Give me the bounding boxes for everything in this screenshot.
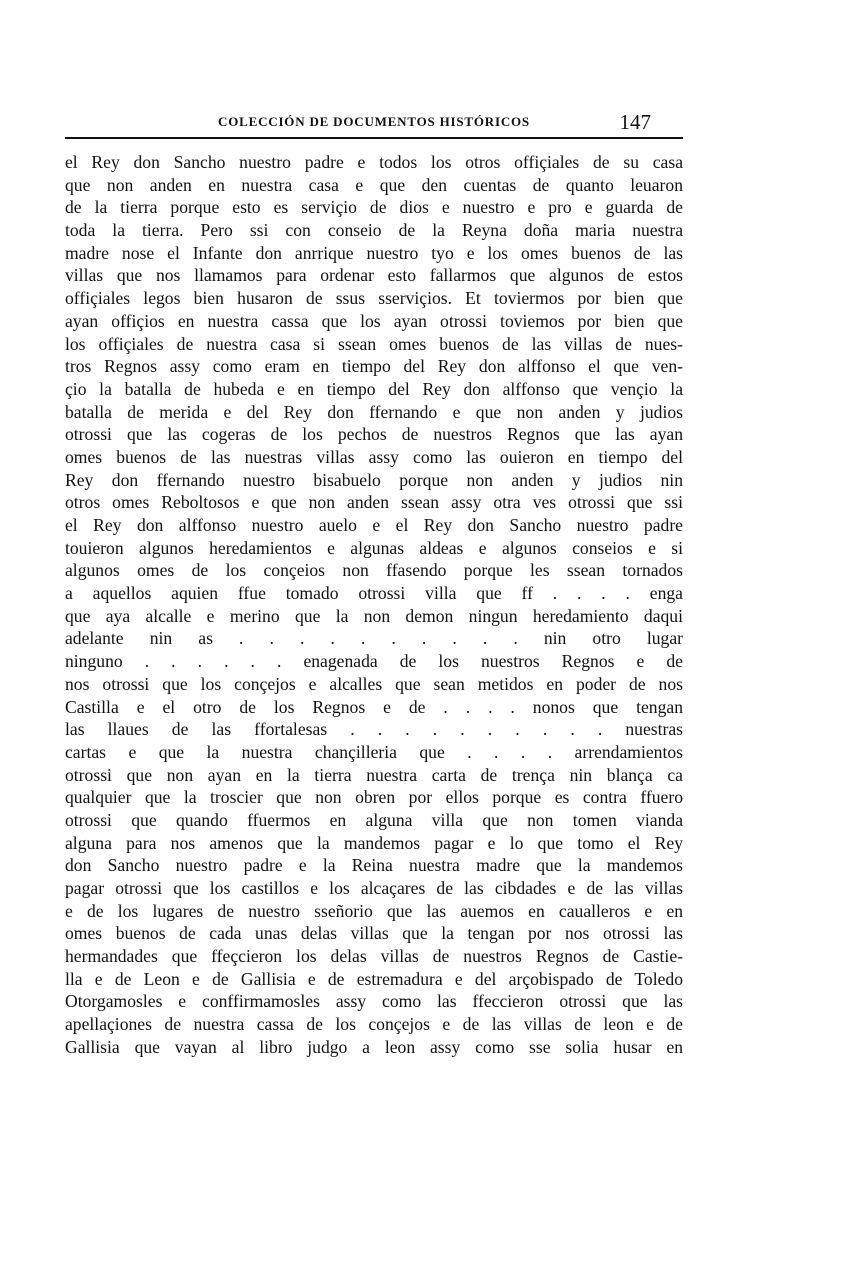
text-line: que aya alcalle e merino que la non demon ningun heredamiento daqui xyxy=(65,605,683,626)
text-line: otrossi que las cogeras de los pechos de nuestros Regnos que las ayan xyxy=(65,424,683,445)
text-line: villas que nos llamamos para ordenar esto fallarmos que algunos de estos xyxy=(65,265,683,286)
text-line: qualquier que la troscier que non obren por ellos porque es contra ffuero xyxy=(65,787,683,808)
text-line: apellaçiones de nuestra cassa de los conçejos e de las villas de leon e de xyxy=(65,1014,683,1035)
text-line: toda la tierra. Pero ssi con conseio de la Reyna doña maria nuestra xyxy=(65,220,683,241)
text-line: omes buenos de cada unas delas villas que la tengan por nos otrossi las xyxy=(65,923,683,944)
text-line: adelante nin as . . . . . . . . . . nin otro lugar xyxy=(65,628,683,649)
text-line: hermandades que ffeçcieron los delas villas de nuestros Regnos de Castie- xyxy=(65,946,683,967)
text-line: que non anden en nuestra casa e que den cuentas de quanto leuaron xyxy=(65,174,683,195)
text-line: nos otrossi que los conçejos e alcalles que sean metidos en poder de nos xyxy=(65,673,683,694)
text-line: don Sancho nuestro padre e la Reina nuestra madre que la mandemos xyxy=(65,855,683,876)
body-text xyxy=(65,151,683,1059)
text-line: touieron algunos heredamientos e algunas aldeas e algunos conseios e si xyxy=(65,537,683,558)
text-line: de la tierra porque esto es serviçio de dios e nuestro e pro e guarda de xyxy=(65,197,683,218)
text-line: el Rey don Sancho nuestro padre e todos los otros offiçiales de su casa xyxy=(65,152,683,172)
text-line: otros omes Reboltosos e que non anden ssean assy otra ves otrossi que ssi xyxy=(65,492,683,513)
text-line: las llaues de las ffortalesas . . . . . . . . . . nuestras xyxy=(65,719,683,740)
text-line: cartas e que la nuestra chançilleria que . . . . arrendamientos xyxy=(65,741,683,762)
text-line: çio la batalla de hubeda e en tiempo del Rey don alffonso que vençio la xyxy=(65,378,683,399)
text-line: e de los lugares de nuestro sseñorio que las auemos en caualleros e en xyxy=(65,900,683,921)
text-line: Otorgamosles e conffirmamosles assy como las ffeccieron otrossi que las xyxy=(65,991,683,1012)
text-line: alguna para nos amenos que la mandemos pagar e lo que tomo el Rey xyxy=(65,832,683,853)
text-line: Castilla e el otro de los Regnos e de . . . . nonos que tengan xyxy=(65,696,683,717)
text-line: tros Regnos assy como eram en tiempo del Rey don alffonso el que ven- xyxy=(65,356,683,377)
text-line: offiçiales legos bien husaron de ssus sserviçios. Et toviermos por bien que xyxy=(65,288,683,309)
text-line: Rey don ffernando nuestro bisabuelo porque non anden y judios nin xyxy=(65,469,683,490)
text-line: batalla de merida e del Rey don ffernando e que non anden y judios xyxy=(65,401,683,422)
text-line: ayan offiçios en nuestra cassa que los ayan otrossi toviemos por bien que xyxy=(65,310,683,331)
text-line: pagar otrossi que los castillos e los alcaçares de las cibdades e de las villas xyxy=(65,878,683,898)
text-line: madre nose el Infante don anrrique nuestro tyo e los omes buenos de las xyxy=(65,242,683,263)
text-line: Gallisia que vayan al libro judgo a leon assy como sse solia husar en xyxy=(65,1036,683,1057)
running-header xyxy=(65,110,683,134)
text-line: omes buenos de las nuestras villas assy como las ouieron en tiempo del xyxy=(65,446,683,467)
text-line: otrossi que quando ffuermos en alguna villa que non tomen vianda xyxy=(65,809,683,830)
header-rule xyxy=(65,137,683,139)
text-line: el Rey don alffonso nuestro auelo e el Rey don Sancho nuestro padre xyxy=(65,515,683,535)
text-line: algunos omes de los conçeios non ffasendo porque les ssean tornados xyxy=(65,560,683,581)
page-number: 147 xyxy=(619,110,651,134)
text-line: ninguno . . . . . . enagenada de los nuestros Regnos e de xyxy=(65,651,683,672)
text-line: otrossi que non ayan en la tierra nuestra carta de trença nin blança ca xyxy=(65,764,683,785)
text-line: lla e de Leon e de Gallisia e de estremadura e del arçobispado de Toledo xyxy=(65,968,683,989)
text-line: los offiçiales de nuestra casa si ssean omes buenos de las villas de nues- xyxy=(65,333,683,354)
text-line: a aquellos aquien ffue tomado otrossi villa que ff . . . . enga xyxy=(65,583,683,604)
running-title: COLECCIÓN DE DOCUMENTOS HISTÓRICOS xyxy=(218,114,530,129)
